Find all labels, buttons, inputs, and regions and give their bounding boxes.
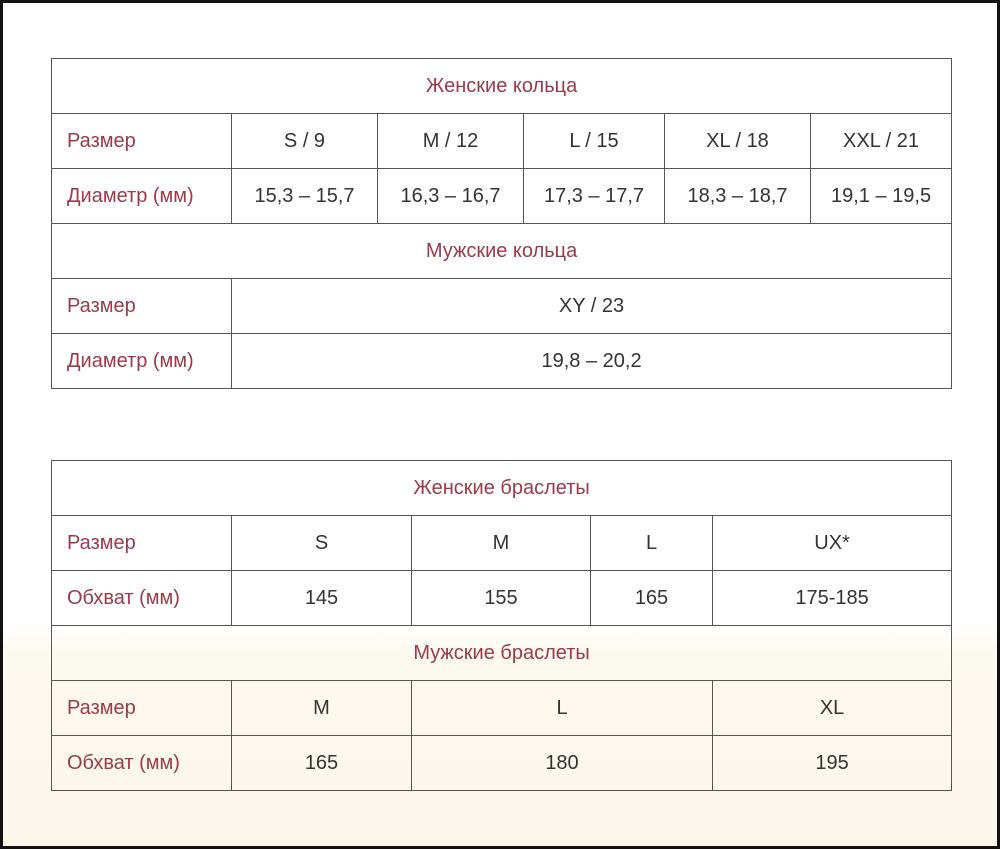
ring-size-cell: S / 9 bbox=[232, 114, 378, 169]
ring-diameter-cell: 19,1 – 19,5 bbox=[811, 169, 952, 224]
diameter-label: Диаметр (мм) bbox=[52, 334, 232, 389]
bracelet-size-cell: S bbox=[232, 516, 412, 571]
bracelet-girth-cell: 165 bbox=[232, 736, 412, 791]
women-rings-title-row bbox=[52, 59, 952, 114]
women-rings-size-row bbox=[52, 114, 952, 169]
ring-diameter-cell: 15,3 – 15,7 bbox=[232, 169, 378, 224]
size-label: Размер bbox=[52, 516, 232, 571]
ring-diameter-cell: 16,3 – 16,7 bbox=[378, 169, 524, 224]
size-label: Размер bbox=[52, 279, 232, 334]
ring-diameter-cell: 17,3 – 17,7 bbox=[524, 169, 665, 224]
ring-size-cell: XL / 18 bbox=[665, 114, 811, 169]
men-bracelets-girth-row bbox=[52, 736, 952, 791]
women-bracelets-title-row bbox=[52, 461, 952, 516]
size-label: Размер bbox=[52, 114, 232, 169]
women-rings-diameter-row bbox=[52, 169, 952, 224]
bracelet-size-cell: UX* bbox=[713, 516, 952, 571]
women-bracelets-size-row bbox=[52, 516, 952, 571]
men-bracelets-title-row bbox=[52, 626, 952, 681]
diameter-label: Диаметр (мм) bbox=[52, 169, 232, 224]
men-rings-title: Мужские кольца bbox=[52, 224, 952, 279]
bracelet-size-cell: L bbox=[412, 681, 713, 736]
ring-diameter-cell: 19,8 – 20,2 bbox=[232, 334, 952, 389]
bracelet-girth-cell: 165 bbox=[591, 571, 713, 626]
men-bracelets-title: Мужские браслеты bbox=[52, 626, 952, 681]
ring-size-cell: XY / 23 bbox=[232, 279, 952, 334]
bracelet-girth-cell: 155 bbox=[412, 571, 591, 626]
bracelet-size-cell: M bbox=[232, 681, 412, 736]
women-bracelets-title: Женские браслеты bbox=[52, 461, 952, 516]
bracelet-girth-cell: 145 bbox=[232, 571, 412, 626]
women-rings-title: Женские кольца bbox=[52, 59, 952, 114]
men-rings-size-row bbox=[52, 279, 952, 334]
bracelet-size-cell: M bbox=[412, 516, 591, 571]
ring-size-cell: XXL / 21 bbox=[811, 114, 952, 169]
ring-diameter-cell: 18,3 – 18,7 bbox=[665, 169, 811, 224]
men-bracelets-size-row bbox=[52, 681, 952, 736]
bracelets-size-table bbox=[51, 460, 952, 791]
ring-size-cell: L / 15 bbox=[524, 114, 665, 169]
bracelet-size-cell: XL bbox=[713, 681, 952, 736]
men-rings-title-row bbox=[52, 224, 952, 279]
ring-size-cell: M / 12 bbox=[378, 114, 524, 169]
men-rings-diameter-row bbox=[52, 334, 952, 389]
girth-label: Обхват (мм) bbox=[52, 736, 232, 791]
size-label: Размер bbox=[52, 681, 232, 736]
bracelet-girth-cell: 175-185 bbox=[713, 571, 952, 626]
bracelet-size-cell: L bbox=[591, 516, 713, 571]
women-bracelets-girth-row bbox=[52, 571, 952, 626]
girth-label: Обхват (мм) bbox=[52, 571, 232, 626]
bracelet-girth-cell: 195 bbox=[713, 736, 952, 791]
rings-size-table bbox=[51, 58, 952, 389]
bracelet-girth-cell: 180 bbox=[412, 736, 713, 791]
